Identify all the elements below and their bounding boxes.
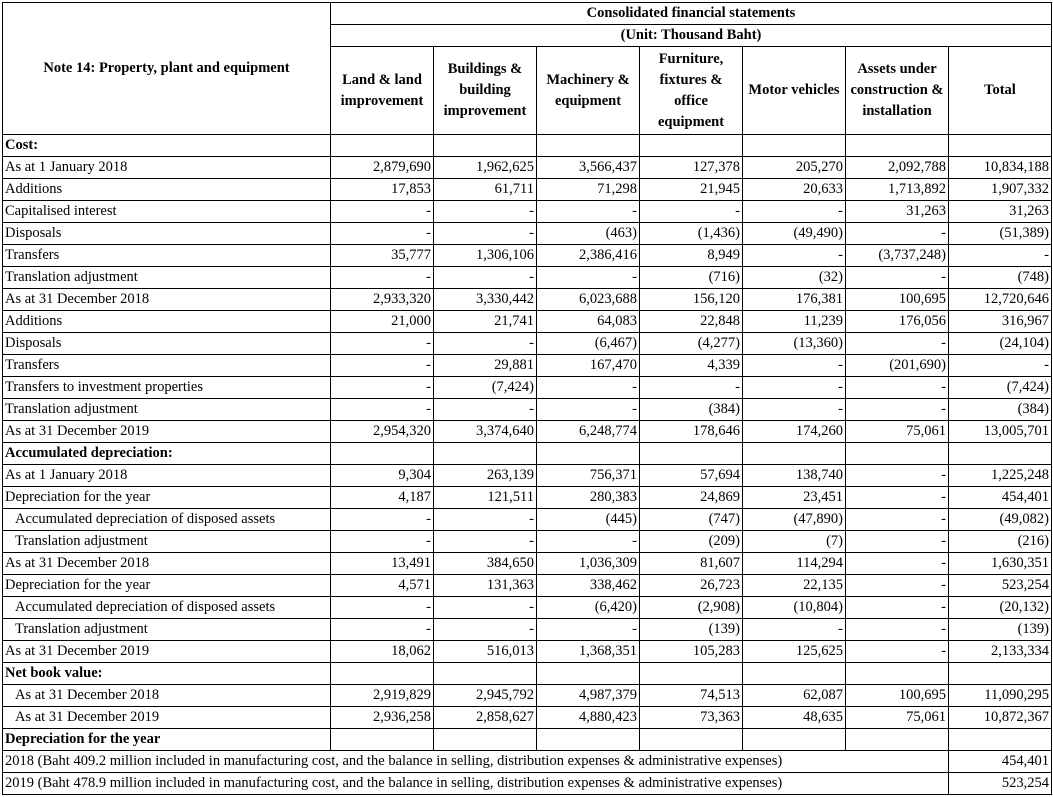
group-title: Consolidated financial statements xyxy=(331,3,1052,25)
col-header-buildings: Buildings & building improvement xyxy=(434,47,537,135)
row-value: 2,936,258 xyxy=(331,707,434,729)
row-value: 75,061 xyxy=(846,707,949,729)
row-value: 35,777 xyxy=(331,245,434,267)
row-value: 4,987,379 xyxy=(537,685,640,707)
row-value xyxy=(640,135,743,157)
row-value: - xyxy=(846,597,949,619)
row-label: As at 31 December 2018 xyxy=(3,685,331,707)
row-value: - xyxy=(949,355,1052,377)
table-row xyxy=(3,619,1052,641)
row-value: 121,511 xyxy=(434,487,537,509)
row-value: - xyxy=(846,575,949,597)
table-row xyxy=(3,641,1052,663)
row-label: As at 31 December 2019 xyxy=(3,421,331,443)
row-value: (3,737,248) xyxy=(846,245,949,267)
row-value: 756,371 xyxy=(537,465,640,487)
row-value: 6,248,774 xyxy=(537,421,640,443)
row-label: Transfers xyxy=(3,245,331,267)
row-value: (139) xyxy=(640,619,743,641)
row-value: 71,298 xyxy=(537,179,640,201)
row-label: Accumulated depreciation: xyxy=(3,443,331,465)
table-row xyxy=(3,421,1052,443)
row-value: 26,723 xyxy=(640,575,743,597)
row-value xyxy=(537,135,640,157)
row-value: 3,330,442 xyxy=(434,289,537,311)
row-value: 205,270 xyxy=(743,157,846,179)
row-value: - xyxy=(434,619,537,641)
row-value xyxy=(743,135,846,157)
row-value: 21,741 xyxy=(434,311,537,333)
row-value xyxy=(743,729,846,751)
col-header-furniture: Furniture, fixtures & office equipment xyxy=(640,47,743,135)
row-value: 81,607 xyxy=(640,553,743,575)
footnote-total: 523,254 xyxy=(949,773,1052,795)
row-value: 131,363 xyxy=(434,575,537,597)
row-value: - xyxy=(846,619,949,641)
row-value: (6,467) xyxy=(537,333,640,355)
row-value: - xyxy=(537,619,640,641)
row-value: 10,872,367 xyxy=(949,707,1052,729)
row-value: - xyxy=(537,399,640,421)
row-value: - xyxy=(537,201,640,223)
row-value: - xyxy=(846,333,949,355)
footnote-row xyxy=(3,773,1052,795)
row-label: Disposals xyxy=(3,333,331,355)
row-label: Depreciation for the year xyxy=(3,729,331,751)
row-value: - xyxy=(434,597,537,619)
row-label: As at 1 January 2018 xyxy=(3,465,331,487)
table-row xyxy=(3,333,1052,355)
row-value: - xyxy=(743,377,846,399)
row-value: - xyxy=(537,267,640,289)
row-value: 75,061 xyxy=(846,421,949,443)
row-value: 263,139 xyxy=(434,465,537,487)
row-value: 74,513 xyxy=(640,685,743,707)
row-value: 17,853 xyxy=(331,179,434,201)
row-value: 21,000 xyxy=(331,311,434,333)
row-value: - xyxy=(434,333,537,355)
row-value: 114,294 xyxy=(743,553,846,575)
row-label: Accumulated depreciation of disposed assets xyxy=(3,597,331,619)
row-value: 62,087 xyxy=(743,685,846,707)
table-row xyxy=(3,465,1052,487)
row-value: - xyxy=(331,509,434,531)
row-value: (445) xyxy=(537,509,640,531)
row-value: - xyxy=(743,245,846,267)
row-value: - xyxy=(434,399,537,421)
row-value xyxy=(331,443,434,465)
row-value: - xyxy=(640,377,743,399)
row-value: 57,694 xyxy=(640,465,743,487)
row-value: 1,306,106 xyxy=(434,245,537,267)
row-value: 20,633 xyxy=(743,179,846,201)
col-header-machinery: Machinery & equipment xyxy=(537,47,640,135)
row-value: 2,945,792 xyxy=(434,685,537,707)
row-value: 2,879,690 xyxy=(331,157,434,179)
row-value: 100,695 xyxy=(846,289,949,311)
row-value xyxy=(537,443,640,465)
row-value: (24,104) xyxy=(949,333,1052,355)
row-value xyxy=(949,135,1052,157)
table-row xyxy=(3,487,1052,509)
row-value: - xyxy=(331,355,434,377)
row-value: 21,945 xyxy=(640,179,743,201)
row-value: 73,363 xyxy=(640,707,743,729)
row-label: As at 31 December 2018 xyxy=(3,289,331,311)
row-value: 12,720,646 xyxy=(949,289,1052,311)
row-value: (7,424) xyxy=(949,377,1052,399)
row-label: Cost: xyxy=(3,135,331,157)
row-value: - xyxy=(331,597,434,619)
row-label: Depreciation for the year xyxy=(3,487,331,509)
row-value: (10,804) xyxy=(743,597,846,619)
row-value: (51,389) xyxy=(949,223,1052,245)
table-footer xyxy=(3,751,1052,795)
row-value: (384) xyxy=(640,399,743,421)
row-value xyxy=(331,729,434,751)
row-value: 11,090,295 xyxy=(949,685,1052,707)
row-value: (49,490) xyxy=(743,223,846,245)
row-value: - xyxy=(331,201,434,223)
row-value: - xyxy=(846,223,949,245)
row-value: - xyxy=(331,223,434,245)
row-value: - xyxy=(331,333,434,355)
row-value: (7,424) xyxy=(434,377,537,399)
row-value xyxy=(846,135,949,157)
row-value xyxy=(949,443,1052,465)
table-row xyxy=(3,685,1052,707)
row-value: - xyxy=(846,553,949,575)
table-row xyxy=(3,531,1052,553)
row-value: - xyxy=(331,531,434,553)
row-value xyxy=(537,663,640,685)
col-header-total: Total xyxy=(949,47,1052,135)
footnote-row xyxy=(3,751,1052,773)
row-value: (216) xyxy=(949,531,1052,553)
row-label: Capitalised interest xyxy=(3,201,331,223)
row-value xyxy=(434,729,537,751)
row-value: - xyxy=(331,267,434,289)
row-value: 125,625 xyxy=(743,641,846,663)
row-label: Translation adjustment xyxy=(3,531,331,553)
row-value: - xyxy=(640,201,743,223)
row-value: 2,954,320 xyxy=(331,421,434,443)
row-value: 2,933,320 xyxy=(331,289,434,311)
footnote-text: 2019 (Baht 478.9 million included in manufacturing cost, and the balance in selling, distribution expenses & administrative expenses) xyxy=(3,773,949,795)
section-row xyxy=(3,443,1052,465)
row-value: - xyxy=(434,223,537,245)
table-row xyxy=(3,179,1052,201)
row-value: - xyxy=(846,487,949,509)
ppe-table xyxy=(2,2,1052,795)
row-value: 105,283 xyxy=(640,641,743,663)
row-value: - xyxy=(743,201,846,223)
row-value: 174,260 xyxy=(743,421,846,443)
row-value: - xyxy=(846,641,949,663)
row-label: Transfers xyxy=(3,355,331,377)
row-value: (4,277) xyxy=(640,333,743,355)
table-row xyxy=(3,201,1052,223)
row-value: (209) xyxy=(640,531,743,553)
table-body xyxy=(3,135,1052,751)
row-value xyxy=(434,135,537,157)
row-value: - xyxy=(434,531,537,553)
row-value: 4,880,423 xyxy=(537,707,640,729)
table-row xyxy=(3,597,1052,619)
row-value: (384) xyxy=(949,399,1052,421)
row-label: As at 31 December 2019 xyxy=(3,707,331,729)
section-row xyxy=(3,135,1052,157)
row-value: 4,571 xyxy=(331,575,434,597)
table-row xyxy=(3,707,1052,729)
row-value: 3,566,437 xyxy=(537,157,640,179)
row-value: 338,462 xyxy=(537,575,640,597)
row-value: 4,339 xyxy=(640,355,743,377)
footnote-total: 454,401 xyxy=(949,751,1052,773)
row-value: (463) xyxy=(537,223,640,245)
row-value xyxy=(846,663,949,685)
row-value: 1,713,892 xyxy=(846,179,949,201)
unit-label: (Unit: Thousand Baht) xyxy=(331,25,1052,47)
row-value: 100,695 xyxy=(846,685,949,707)
row-value xyxy=(846,443,949,465)
row-value: (716) xyxy=(640,267,743,289)
row-value: 22,135 xyxy=(743,575,846,597)
row-value: 22,848 xyxy=(640,311,743,333)
row-value: 2,919,829 xyxy=(331,685,434,707)
row-value: (13,360) xyxy=(743,333,846,355)
row-value: 2,858,627 xyxy=(434,707,537,729)
row-value: 64,083 xyxy=(537,311,640,333)
row-value: - xyxy=(331,399,434,421)
row-value: 10,834,188 xyxy=(949,157,1052,179)
footnote-text: 2018 (Baht 409.2 million included in manufacturing cost, and the balance in selling, distribution expenses & administrative expenses) xyxy=(3,751,949,773)
row-value: 13,491 xyxy=(331,553,434,575)
row-value: 316,967 xyxy=(949,311,1052,333)
row-value: 138,740 xyxy=(743,465,846,487)
row-value: - xyxy=(434,201,537,223)
row-value xyxy=(331,663,434,685)
table-row xyxy=(3,575,1052,597)
col-header-motor-vehicles: Motor vehicles xyxy=(743,47,846,135)
row-value: 454,401 xyxy=(949,487,1052,509)
row-value: - xyxy=(434,267,537,289)
row-label: Additions xyxy=(3,179,331,201)
row-label: Additions xyxy=(3,311,331,333)
row-label: As at 1 January 2018 xyxy=(3,157,331,179)
row-value: 8,949 xyxy=(640,245,743,267)
row-value: - xyxy=(743,399,846,421)
row-value: 11,239 xyxy=(743,311,846,333)
row-value: - xyxy=(434,509,537,531)
table-row xyxy=(3,223,1052,245)
row-value: - xyxy=(846,465,949,487)
row-value: 29,881 xyxy=(434,355,537,377)
row-value xyxy=(434,443,537,465)
row-label: Translation adjustment xyxy=(3,399,331,421)
row-value: - xyxy=(846,377,949,399)
row-value: (2,908) xyxy=(640,597,743,619)
row-value: - xyxy=(846,267,949,289)
row-value: - xyxy=(537,377,640,399)
table-row xyxy=(3,311,1052,333)
row-value xyxy=(434,663,537,685)
row-value: 23,451 xyxy=(743,487,846,509)
table-row xyxy=(3,355,1052,377)
row-label: As at 31 December 2018 xyxy=(3,553,331,575)
row-value: 176,381 xyxy=(743,289,846,311)
row-value: 18,062 xyxy=(331,641,434,663)
row-value: 280,383 xyxy=(537,487,640,509)
row-value: (32) xyxy=(743,267,846,289)
row-label: Depreciation for the year xyxy=(3,575,331,597)
row-value: 1,368,351 xyxy=(537,641,640,663)
row-value: - xyxy=(537,531,640,553)
row-value: (1,436) xyxy=(640,223,743,245)
row-value xyxy=(743,663,846,685)
col-header-land: Land & land improvement xyxy=(331,47,434,135)
table-row xyxy=(3,399,1052,421)
row-label: Transfers to investment properties xyxy=(3,377,331,399)
row-value: 6,023,688 xyxy=(537,289,640,311)
row-label: Translation adjustment xyxy=(3,267,331,289)
row-value: - xyxy=(846,399,949,421)
row-value: - xyxy=(846,509,949,531)
table-row xyxy=(3,267,1052,289)
row-value: 1,630,351 xyxy=(949,553,1052,575)
row-value: - xyxy=(846,531,949,553)
row-value: (49,082) xyxy=(949,509,1052,531)
row-value: 1,962,625 xyxy=(434,157,537,179)
row-value: 31,263 xyxy=(846,201,949,223)
row-label: Disposals xyxy=(3,223,331,245)
row-value: 2,386,416 xyxy=(537,245,640,267)
table-row xyxy=(3,289,1052,311)
row-value xyxy=(949,729,1052,751)
row-value: (139) xyxy=(949,619,1052,641)
table-row xyxy=(3,157,1052,179)
row-value: 1,907,332 xyxy=(949,179,1052,201)
row-value: - xyxy=(331,619,434,641)
table-row xyxy=(3,553,1052,575)
row-value xyxy=(640,663,743,685)
row-value: 61,711 xyxy=(434,179,537,201)
col-header-construction: Assets under construction & installation xyxy=(846,47,949,135)
section-row xyxy=(3,663,1052,685)
row-value: 156,120 xyxy=(640,289,743,311)
row-label: Net book value: xyxy=(3,663,331,685)
financial-statement-note xyxy=(2,2,1052,795)
row-value xyxy=(537,729,640,751)
row-value: 4,187 xyxy=(331,487,434,509)
row-value: 127,378 xyxy=(640,157,743,179)
row-value: (748) xyxy=(949,267,1052,289)
row-value: - xyxy=(331,377,434,399)
row-value: 516,013 xyxy=(434,641,537,663)
row-value: 2,092,788 xyxy=(846,157,949,179)
row-value: 176,056 xyxy=(846,311,949,333)
row-value: 384,650 xyxy=(434,553,537,575)
row-value xyxy=(640,443,743,465)
row-value xyxy=(640,729,743,751)
note-title: Note 14: Property, plant and equipment xyxy=(3,3,331,135)
row-value: (747) xyxy=(640,509,743,531)
row-value: 167,470 xyxy=(537,355,640,377)
table-row xyxy=(3,509,1052,531)
table-row xyxy=(3,245,1052,267)
row-value: - xyxy=(949,245,1052,267)
row-value: 3,374,640 xyxy=(434,421,537,443)
row-value: (6,420) xyxy=(537,597,640,619)
row-value xyxy=(743,443,846,465)
row-value: 31,263 xyxy=(949,201,1052,223)
row-value: 178,646 xyxy=(640,421,743,443)
row-label: Translation adjustment xyxy=(3,619,331,641)
row-value: 13,005,701 xyxy=(949,421,1052,443)
row-value: 1,036,309 xyxy=(537,553,640,575)
row-label: Accumulated depreciation of disposed assets xyxy=(3,509,331,531)
row-value: 523,254 xyxy=(949,575,1052,597)
row-value: (20,132) xyxy=(949,597,1052,619)
row-value: 9,304 xyxy=(331,465,434,487)
row-value xyxy=(949,663,1052,685)
table-row xyxy=(3,377,1052,399)
row-value xyxy=(846,729,949,751)
row-value: 1,225,248 xyxy=(949,465,1052,487)
row-label: As at 31 December 2019 xyxy=(3,641,331,663)
row-value: - xyxy=(743,619,846,641)
row-value: 48,635 xyxy=(743,707,846,729)
section-row xyxy=(3,729,1052,751)
row-value: 24,869 xyxy=(640,487,743,509)
row-value: (47,890) xyxy=(743,509,846,531)
row-value: 2,133,334 xyxy=(949,641,1052,663)
row-value xyxy=(331,135,434,157)
row-value: - xyxy=(743,355,846,377)
row-value: (201,690) xyxy=(846,355,949,377)
row-value: (7) xyxy=(743,531,846,553)
